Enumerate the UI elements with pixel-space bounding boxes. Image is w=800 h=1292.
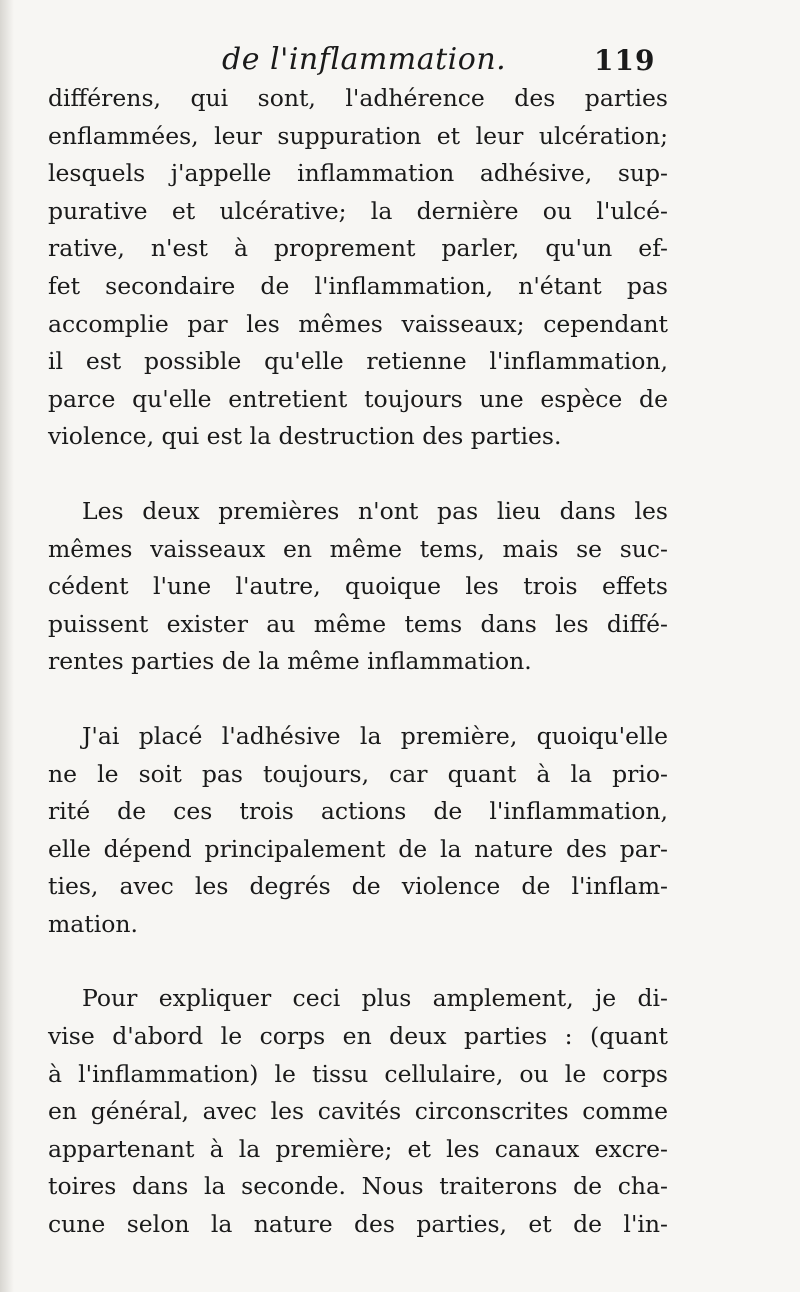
text-line: enflammées, leur suppuration et leur ulcération;: [48, 121, 668, 150]
text-line: rative, n'est à proprement parler, qu'un ef-: [48, 234, 668, 263]
paragraph: [48, 718, 668, 944]
text-line: rentes parties de la même inflammation.: [48, 647, 532, 676]
text-line: il est possible qu'elle retienne l'inflammation,: [48, 347, 668, 376]
text-line: rité de ces trois actions de l'inflammation,: [48, 797, 668, 826]
text-line: ties, avec les degrés de violence de l'inflam-: [48, 872, 668, 901]
paragraph-gap: [48, 456, 668, 493]
text-line: appartenant à la première; et les canaux excre-: [48, 1134, 668, 1163]
paragraph-gap: [48, 681, 668, 718]
text-line: accomplie par les mêmes vaisseaux; cependant: [48, 309, 668, 338]
text-line: puissent exister au même tems dans les diffé-: [48, 609, 668, 638]
text-line: elle dépend principalement de la nature des par-: [48, 834, 668, 863]
text-line: mation.: [48, 909, 139, 938]
page-number: 119: [594, 44, 656, 77]
text-line: ne le soit pas toujours, car quant à la prio-: [48, 759, 668, 788]
text-line: violence, qui est la destruction des parties.: [48, 422, 562, 451]
text-line: toires dans la seconde. Nous traiterons de cha-: [48, 1172, 668, 1201]
text-line: cédent l'une l'autre, quoique les trois effets: [48, 572, 668, 601]
running-title: de l'inflammation.: [222, 42, 507, 77]
body-text: [48, 80, 668, 1244]
text-line: Les deux premières n'ont pas lieu dans les: [82, 496, 668, 525]
text-line: parce qu'elle entretient toujours une espèce de: [48, 384, 668, 413]
text-line: purative et ulcérative; la dernière ou l'ulcé-: [48, 196, 668, 225]
text-line: différens, qui sont, l'adhérence des parties: [48, 84, 668, 112]
paragraph: [48, 493, 668, 681]
page-edge-shadow: [0, 0, 14, 1292]
text-line: en général, avec les cavités circonscrites comme: [48, 1097, 668, 1126]
paragraph-gap: [48, 943, 668, 980]
paragraph: [48, 980, 668, 1243]
text-line: Pour expliquer ceci plus amplement, je di-: [82, 984, 668, 1013]
text-line: lesquels j'appelle inflammation adhésive, sup-: [48, 159, 668, 188]
text-line: cune selon la nature des parties, et de l'in-: [48, 1210, 668, 1239]
text-line: mêmes vaisseaux en même tems, mais se suc-: [48, 534, 668, 563]
paragraph: [48, 80, 668, 456]
text-line: vise d'abord le corps en deux parties : (quant: [48, 1022, 668, 1051]
text-line: fet secondaire de l'inflammation, n'étant pas: [48, 271, 668, 300]
text-line: J'ai placé l'adhésive la première, quoiqu'elle: [82, 721, 668, 750]
text-line: à l'inflammation) le tissu cellulaire, ou le corps: [48, 1059, 668, 1088]
